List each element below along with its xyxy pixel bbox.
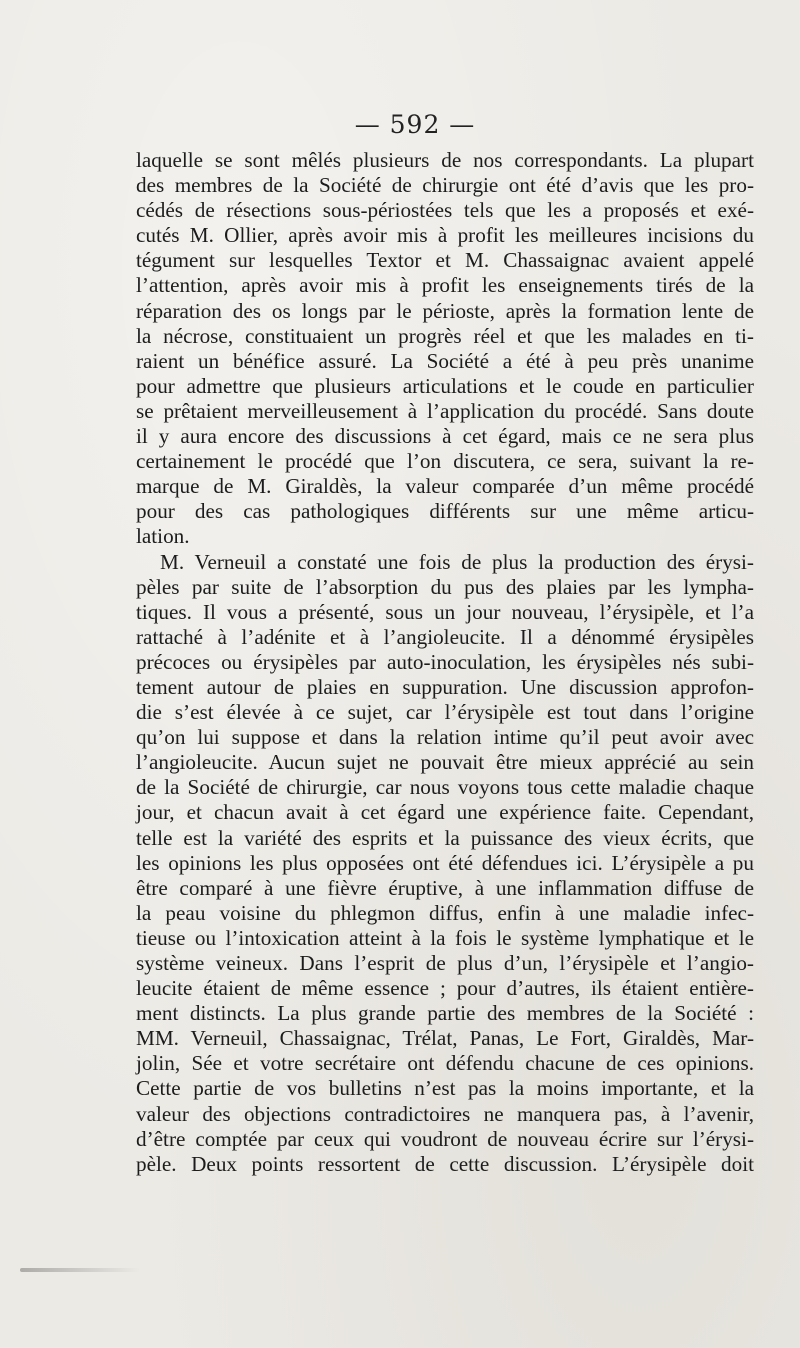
text-line: l’angioleucite. Aucun sujet ne pouvait être mieux apprécié au sein [136, 750, 754, 775]
text-line: pour des cas pathologiques différents sur une même articu- [136, 499, 754, 524]
text-line: valeur des objections contradictoires ne manquera pas, à l’avenir, [136, 1101, 754, 1126]
text-line: des membres de la Société de chirurgie ont été d’avis que les pro- [136, 173, 754, 198]
text-line: pèles par suite de l’absorption du pus des plaies par les lympha- [136, 574, 754, 599]
text-line: M. Verneuil a constaté une fois de plus la production des érysi- [160, 549, 754, 574]
text-line: la nécrose, constituaient un progrès réel et que les malades en ti- [136, 323, 754, 348]
text-line: être comparé à une fièvre éruptive, à une inflammation diffuse de [136, 875, 754, 900]
text-line: raient un bénéfice assuré. La Société a été à peu près unanime [136, 348, 754, 373]
text-line: précoces ou érysipèles par auto-inoculation, les érysipèles nés subi- [136, 649, 754, 674]
text-line: MM. Verneuil, Chassaignac, Trélat, Panas, Le Fort, Giraldès, Mar- [136, 1026, 754, 1051]
text-line: marque de M. Giraldès, la valeur comparée d’un même procédé [136, 474, 754, 499]
text-line: Cette partie de vos bulletins n’est pas la moins importante, et la [136, 1076, 754, 1101]
text-line: d’être comptée par ceux qui voudront de nouveau écrire sur l’érysi- [136, 1126, 754, 1151]
text-line: l’attention, après avoir mis à profit les enseignements tirés de la [136, 273, 754, 298]
body-text [136, 148, 754, 1177]
text-line: de la Société de chirurgie, car nous voyons tous cette maladie chaque [136, 775, 754, 800]
page-number: — 592 — [354, 110, 476, 139]
text-line: réparation des os longs par le périoste, après la formation lente de [136, 298, 754, 323]
text-line: ment distincts. La plus grande partie des membres de la Société : [136, 1001, 754, 1026]
text-line: telle est la variété des esprits et la puissance des vieux écrits, que [136, 825, 754, 850]
text-line: cutés M. Ollier, après avoir mis à profit les meilleures incisions du [136, 223, 754, 248]
text-line: qu’on lui suppose et dans la relation intime qu’il peut avoir avec [136, 725, 754, 750]
text-line: cédés de résections sous-périostées tels que les a proposés et exé- [136, 198, 754, 223]
ink-smudge [20, 1268, 140, 1272]
text-line: die s’est élevée à ce sujet, car l’érysipèle est tout dans l’origine [136, 700, 754, 725]
text-line: leucite étaient de même essence ; pour d’autres, ils étaient entière- [136, 976, 754, 1001]
text-line: lation. [136, 524, 190, 549]
text-line: tieuse ou l’intoxication atteint à la fois le système lymphatique et le [136, 925, 754, 950]
text-line: laquelle se sont mêlés plusieurs de nos correspondants. La plupart [136, 148, 754, 172]
text-line: système veineux. Dans l’esprit de plus d’un, l’érysipèle et l’angio- [136, 951, 754, 975]
text-line: jolin, Sée et votre secrétaire ont défendu chacune de ces opinions. [136, 1051, 754, 1076]
text-line: jour, et chacun avait à cet égard une expérience faite. Cependant, [136, 800, 754, 825]
text-line: il y aura encore des discussions à cet égard, mais ce ne sera plus [136, 424, 754, 449]
text-line: se prêtaient merveilleusement à l’application du procédé. Sans doute [136, 398, 754, 423]
text-line: pour admettre que plusieurs articulations et le coude en particulier [136, 373, 754, 398]
text-line: tement autour de plaies en suppuration. Une discussion approfon- [136, 674, 754, 699]
text-line: tiques. Il vous a présenté, sous un jour nouveau, l’érysipèle, et l’a [136, 599, 754, 624]
text-line: tégument sur lesquelles Textor et M. Chassaignac avaient appelé [136, 248, 754, 273]
text-line: certainement le procédé que l’on discutera, ce sera, suivant la re- [136, 449, 754, 474]
text-line: les opinions les plus opposées ont été défendues ici. L’érysipèle a pu [136, 850, 754, 875]
text-line: la peau voisine du phlegmon diffus, enfin à une maladie infec- [136, 900, 754, 925]
text-line: rattaché à l’adénite et à l’angioleucite. Il a dénommé érysipèles [136, 624, 754, 649]
text-line: pèle. Deux points ressortent de cette discussion. L’érysipèle doit [136, 1151, 754, 1176]
